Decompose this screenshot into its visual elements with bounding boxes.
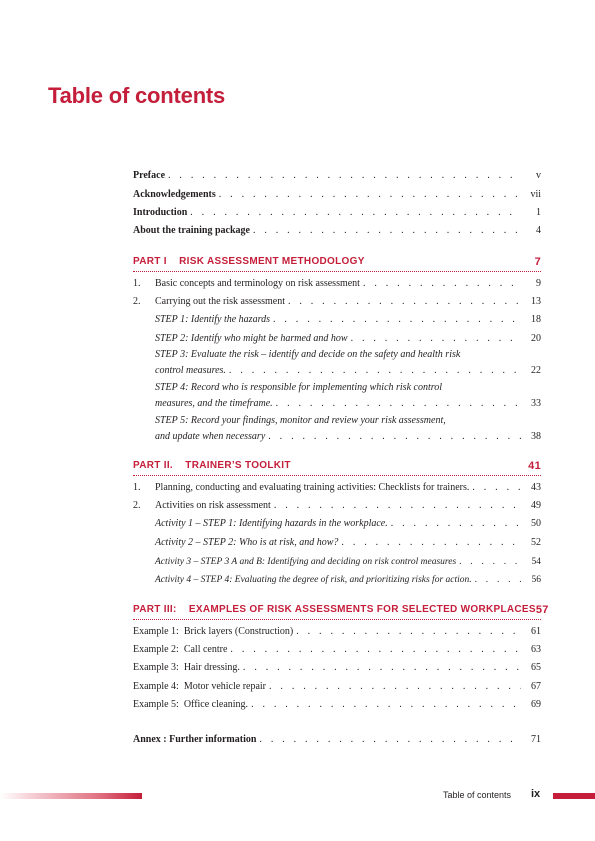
toc-entry-page: 33 — [531, 398, 541, 409]
toc-entry-step-5[interactable] — [155, 430, 541, 444]
part-page: 41 — [528, 460, 541, 472]
part-page: 57 — [535, 604, 549, 616]
toc-entry-page: 18 — [531, 314, 541, 325]
entry-number: 1. — [133, 278, 141, 289]
dot-leader — [240, 661, 521, 675]
toc-entry-label: STEP 2: Identify who might be harmed and how — [155, 333, 348, 344]
toc-entry-page: 56 — [531, 575, 541, 585]
dot-leader — [271, 499, 521, 513]
dot-leader — [456, 555, 521, 569]
dot-leader — [360, 277, 521, 291]
toc-entry-page: 71 — [531, 734, 541, 745]
dot-leader — [472, 573, 521, 587]
dot-leader — [273, 397, 521, 411]
toc-entry-step-1[interactable] — [155, 313, 541, 327]
toc-entry-label: Example 2: Call centre — [133, 644, 228, 655]
dot-leader — [388, 517, 521, 531]
toc-entry-label: Example 4: Motor vehicle repair — [133, 681, 267, 692]
toc-entry-carrying-out[interactable] — [133, 295, 541, 309]
toc-entry-page: 20 — [531, 333, 541, 344]
toc-entry-step-3[interactable] — [155, 364, 541, 378]
toc-entry-label: Activity 2 – STEP 2: Who is at risk, and how? — [155, 537, 339, 548]
dot-leader — [293, 625, 521, 639]
toc-entry-introduction[interactable] — [133, 206, 541, 220]
toc-entry-page: 69 — [531, 699, 541, 710]
dot-leader — [250, 224, 521, 238]
toc-entry-label: Introduction — [133, 207, 188, 218]
toc-entry-page: v — [536, 170, 541, 181]
toc-entry-page: 49 — [531, 500, 541, 511]
toc-entry-label: control measures. — [155, 365, 226, 376]
toc-entry-label: Acknowledgements — [133, 189, 216, 200]
toc-entry-acknowledgements[interactable] — [133, 188, 541, 202]
toc-entry-example-4[interactable] — [133, 680, 541, 694]
toc-entry-page: 50 — [531, 518, 541, 529]
toc-entry-label: Annex : Further information — [133, 734, 257, 745]
page-title: Table of contents — [48, 83, 226, 108]
toc-entry-example-1[interactable] — [133, 625, 541, 639]
toc-entry-page: 54 — [531, 557, 541, 567]
toc-entry-step-5-line1: STEP 5: Record your findings, monitor and review your risk assessment, — [155, 415, 446, 426]
dot-leader — [348, 332, 521, 346]
toc-entry-label: About the training package — [133, 225, 250, 236]
entry-number: 2. — [133, 296, 141, 307]
toc-entry-basic-concepts[interactable] — [133, 277, 541, 291]
dot-leader — [187, 206, 521, 220]
dot-leader — [248, 698, 521, 712]
footer-section-label: Table of contents — [443, 790, 512, 800]
toc-entry-activity-3[interactable] — [155, 555, 541, 569]
part-title: PART III: EXAMPLES OF RISK ASSESSMENTS FOR SELECTED WORKPLACES — [133, 604, 536, 615]
toc-entry-page: 52 — [531, 537, 541, 548]
dot-leader — [270, 313, 521, 327]
toc-entry-activity-2[interactable] — [155, 536, 541, 550]
toc-entry-page: 1 — [536, 207, 541, 218]
toc-entry-label: Example 3: Hair dressing. — [133, 662, 240, 673]
dot-leader — [338, 536, 521, 550]
toc-entry-label: STEP 1: Identify the hazards — [155, 314, 270, 325]
toc-entry-step-2[interactable] — [155, 332, 541, 346]
entry-number: 2. — [133, 500, 141, 511]
toc-entry-page: 65 — [531, 662, 541, 673]
dot-leader — [469, 481, 521, 495]
toc-entry-example-2[interactable] — [133, 643, 541, 657]
toc-entry-label: Planning, conducting and evaluating training activities: Checklists for trainers. — [155, 482, 470, 493]
toc-entry-label: Activity 1 – STEP 1: Identifying hazards in the workplace. — [155, 518, 388, 529]
footer-page-number: ix — [531, 788, 541, 800]
toc-entry-page: 22 — [531, 365, 541, 376]
toc-entry-step-4-line1: STEP 4: Record who is responsible for implementing which risk control — [155, 382, 443, 393]
toc-entry-annex[interactable] — [133, 733, 541, 747]
toc-entry-preface[interactable] — [133, 169, 541, 183]
toc-entry-label: and update when necessary — [155, 431, 266, 442]
dot-leader — [227, 643, 521, 657]
toc-entry-label: Activity 4 – STEP 4: Evaluating the degree of risk, and prioritizing risks for action. — [155, 575, 472, 585]
toc-entry-planning[interactable] — [133, 481, 541, 495]
part-2-heading[interactable] — [133, 460, 541, 476]
toc-entry-page: 38 — [531, 431, 541, 442]
dot-leader — [216, 188, 521, 202]
toc-entry-page: 4 — [536, 225, 541, 236]
entry-number: 1. — [133, 482, 141, 493]
dot-leader — [265, 430, 521, 444]
footer-gradient-bar — [0, 793, 142, 799]
toc-entry-example-3[interactable] — [133, 661, 541, 675]
toc-entry-activity-4[interactable] — [155, 573, 541, 587]
toc-entry-activity-1[interactable] — [155, 517, 541, 531]
footer-accent-bar — [553, 793, 595, 799]
toc-entry-label: Example 1: Brick layers (Construction) — [133, 626, 294, 637]
toc-entry-step-4[interactable] — [155, 397, 541, 411]
toc-entry-page: 63 — [531, 644, 541, 655]
toc-entry-activities[interactable] — [133, 499, 541, 513]
toc-entry-label: Example 5: Office cleaning. — [133, 699, 249, 710]
toc-entry-label: Carrying out the risk assessment — [155, 296, 285, 307]
toc-entry-about[interactable] — [133, 224, 541, 238]
toc-entry-page: vii — [530, 189, 541, 200]
part-title: PART I RISK ASSESSMENT METHODOLOGY — [133, 256, 365, 267]
toc-entry-page: 9 — [536, 278, 541, 289]
dot-leader — [256, 733, 521, 747]
toc-entry-label: Activity 3 – STEP 3 A and B: Identifying and deciding on risk control measures — [155, 557, 457, 567]
toc-entry-example-5[interactable] — [133, 698, 541, 712]
part-title: PART II. TRAINER’S TOOLKIT — [133, 460, 291, 471]
part-page: 7 — [534, 256, 541, 268]
part-1-heading[interactable] — [133, 256, 541, 272]
toc-entry-page: 13 — [531, 296, 541, 307]
dot-leader — [266, 680, 521, 694]
toc-entry-label: measures, and the timeframe. — [155, 398, 273, 409]
toc-entry-page: 43 — [531, 482, 541, 493]
dot-leader — [165, 169, 521, 183]
dot-leader — [226, 364, 521, 378]
toc-entry-page: 61 — [531, 626, 541, 637]
dot-leader — [285, 295, 521, 309]
part-3-heading[interactable] — [133, 604, 549, 620]
toc-entry-label: Activities on risk assessment — [155, 500, 271, 511]
toc-entry-step-3-line1: STEP 3: Evaluate the risk – identify and decide on the safety and health risk — [155, 349, 461, 360]
toc-entry-page: 67 — [531, 681, 541, 692]
toc-entry-label: Basic concepts and terminology on risk assessment — [155, 278, 360, 289]
toc-entry-label: Preface — [133, 170, 166, 181]
